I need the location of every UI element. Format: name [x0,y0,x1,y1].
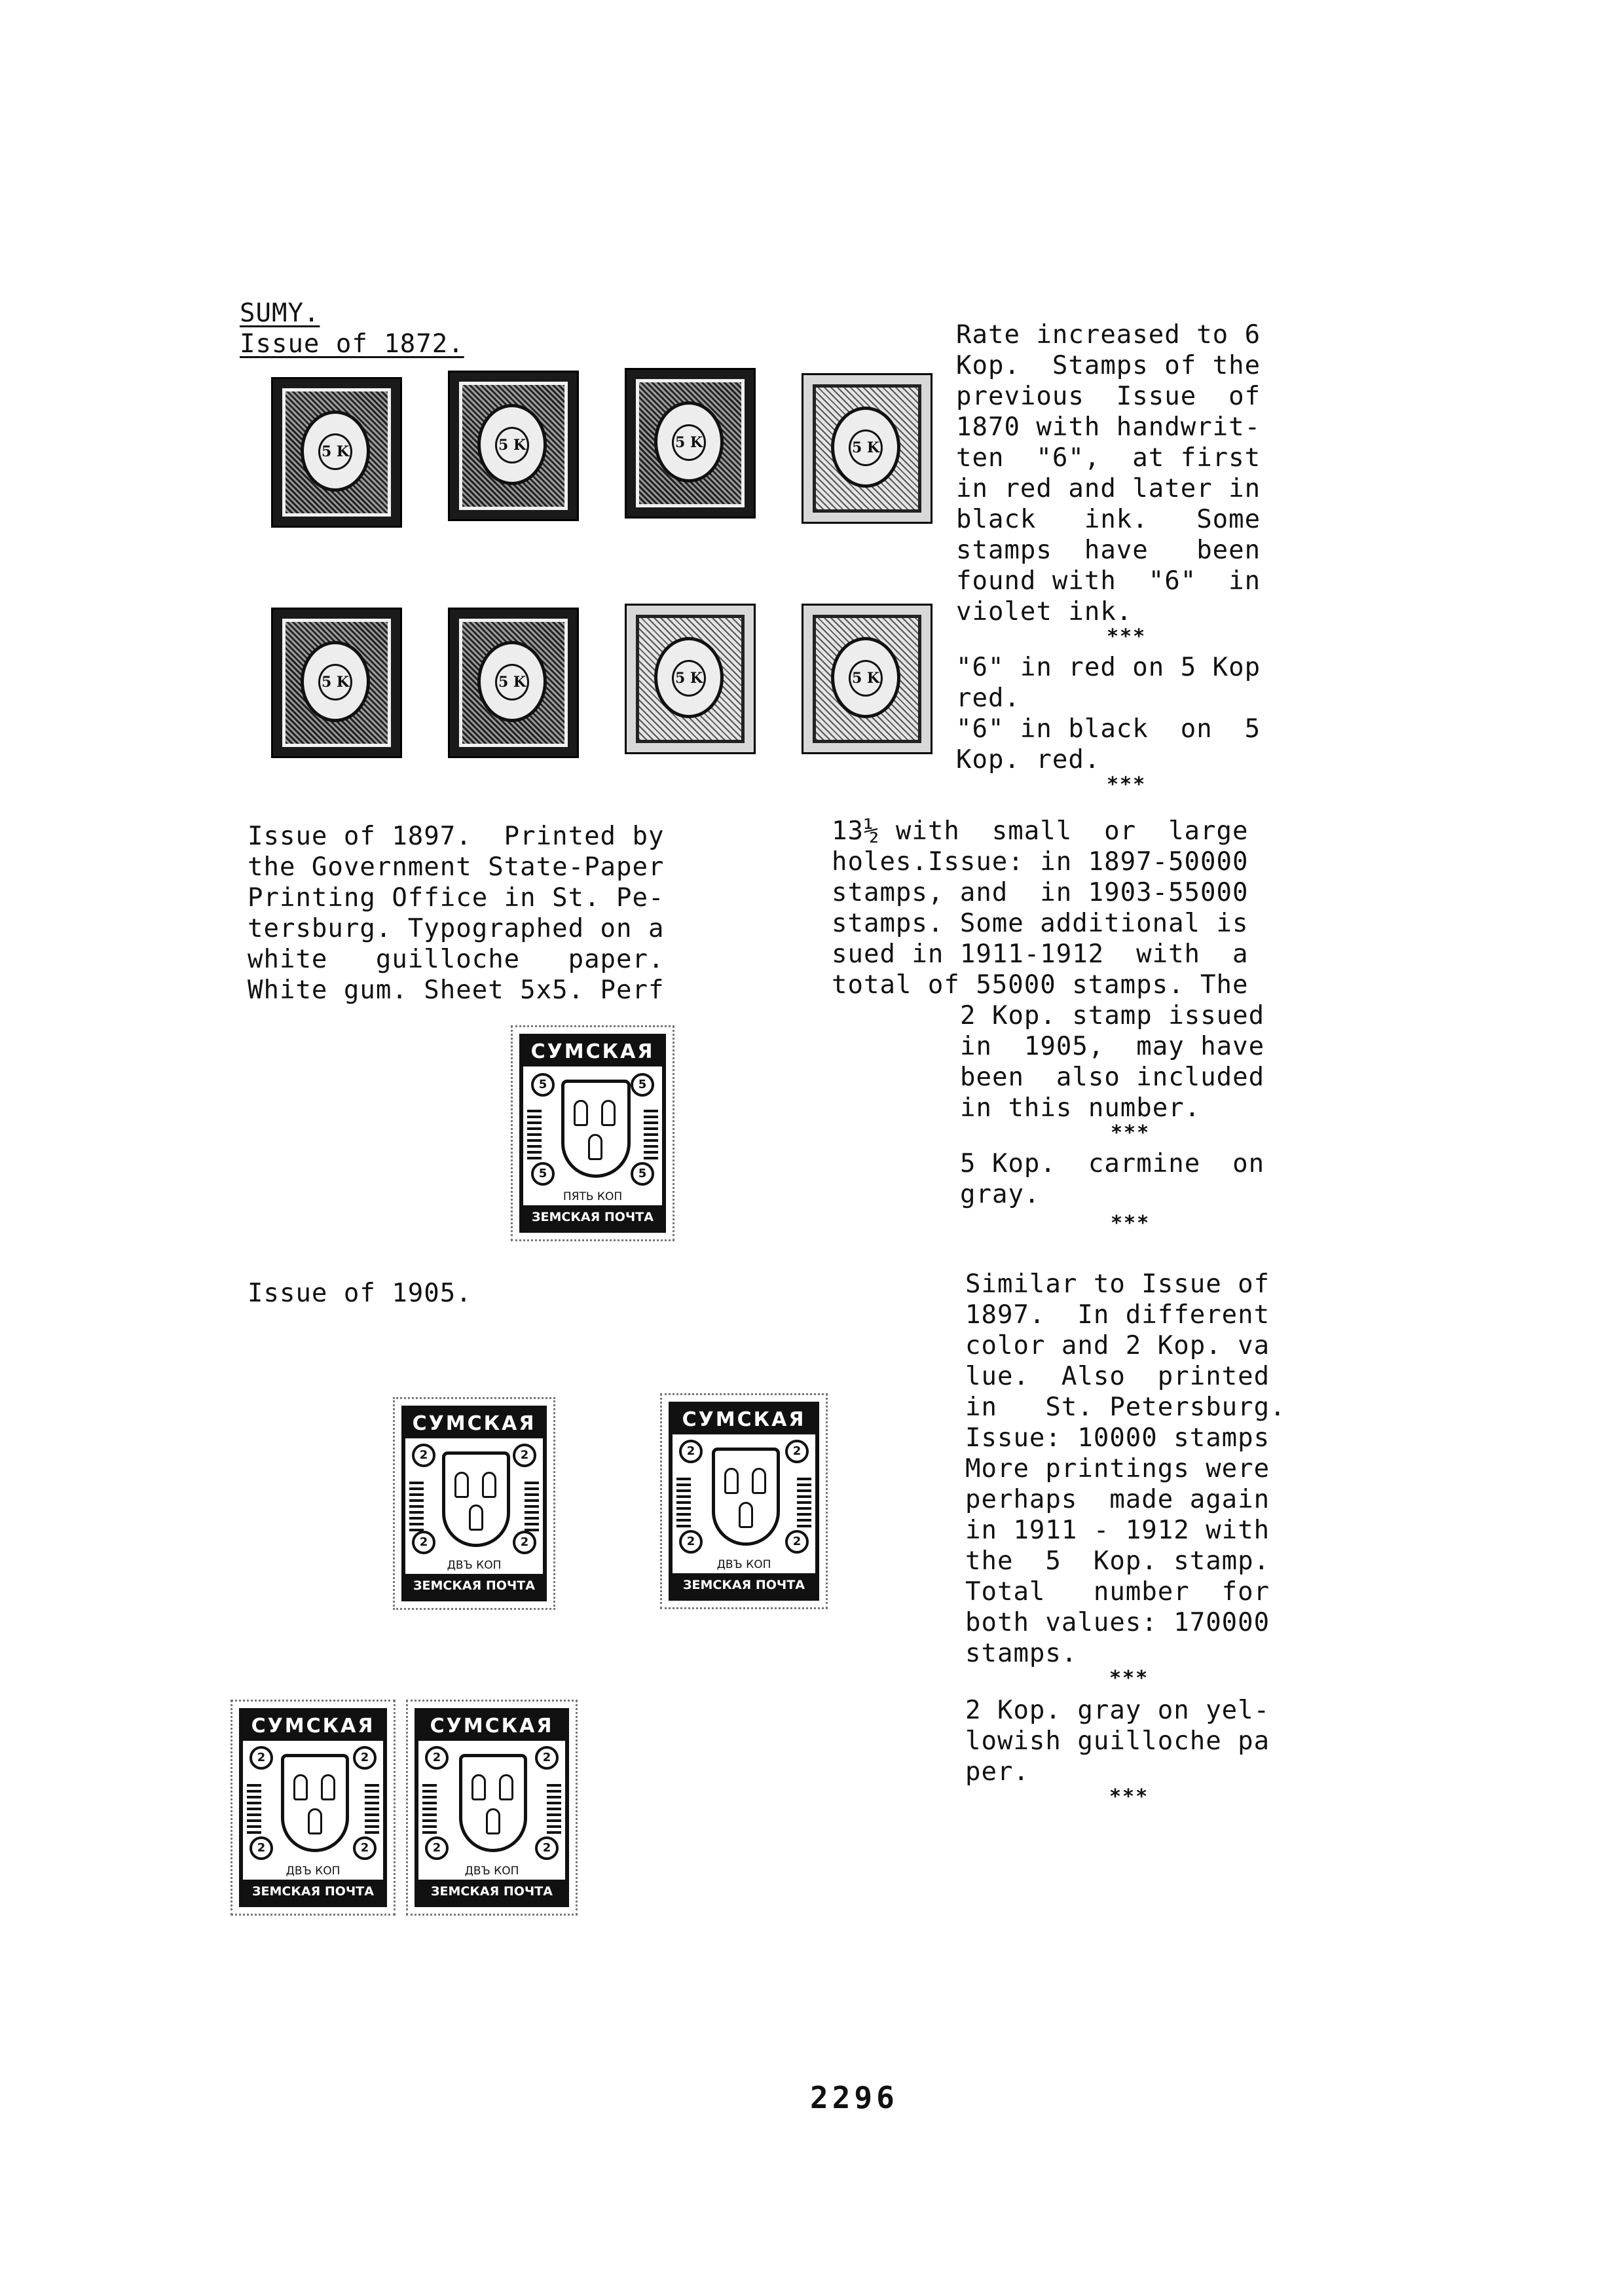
stamp-1872-3: 5 K [625,368,756,519]
stamp-1872-5: 5 K [271,608,402,758]
issue-1872-heading: Issue of 1872. [240,329,464,359]
issue-1905-text: Similar to Issue of 1897. In different color and 2 Kop. va lue. Also printed in St. Petersburg. Issue: 10000 stamps More printings were perhaps made again in 1911 - 1912 with the 5 Kop. stamp. Total number for both values: 170000 stamps. *** 2 Kop. gray on yel- lowish guilloche pa per. *** [965,1269,1286,1808]
stamp-1872-1: 5 K [271,377,402,528]
stamp-1905-3: СУМСКАЯ 2 2 2 2 ДВЪ КОП ЗЕМСКАЯ ПОЧТА [231,1700,396,1916]
city-heading: SUMY. [240,299,320,328]
page-number: 2296 [810,2080,898,2115]
issue-1897-right-text: 13½ with small or large holes.Issue: in 1897-50000 stamps, and in 1903-55000 stamps. Some additional is sued in 1911-1912 with a total of 55000 stamps. The [832,816,1249,1000]
stamp-1905-1: СУМСКАЯ 2 2 2 2 ДВЪ КОП ЗЕМСКАЯ ПОЧТА [393,1397,555,1610]
stamp-1905-4: СУМСКАЯ 2 2 2 2 ДВЪ КОП ЗЕМСКАЯ ПОЧТА [406,1700,578,1916]
stamp-1872-8: 5 K [802,604,932,754]
rate-text: Rate increased to 6 Kop. Stamps of the previous Issue of 1870 with handwrit- ten "6", at first in red and later in black ink. Some stamps have been found with "6" in violet ink. *** "6" in red on 5 Kop red. "6" in black on 5 Kop. red. *** [956,320,1261,796]
stamp-1905-2: СУМСКАЯ 2 2 2 2 ДВЪ КОП ЗЕМСКАЯ ПОЧТА [660,1393,828,1609]
stamp-1872-7: 5 K [625,604,756,754]
stamp-1897: СУМСКАЯ 5 5 5 5 ПЯТЬ КОП ЗЕМСКАЯ ПОЧТА [511,1025,674,1241]
stamp-1872-6: 5 K [448,608,579,758]
stamp-1872-2: 5 K [448,371,579,521]
issue-1897-right-continued: 2 Kop. stamp issued in 1905, may have been also included in this number. *** 5 Kop. carmine on gray. *** [960,1001,1265,1235]
stamp-1872-4: 5 K [802,373,932,524]
issue-1897-text: Issue of 1897. Printed by the Government State-Paper Printing Office in St. Pe- tersburg. Typographed on a white guilloche paper. White gum. Sheet 5x5. Perf [248,822,665,1005]
issue-1905-heading: Issue of 1905. [248,1279,472,1308]
